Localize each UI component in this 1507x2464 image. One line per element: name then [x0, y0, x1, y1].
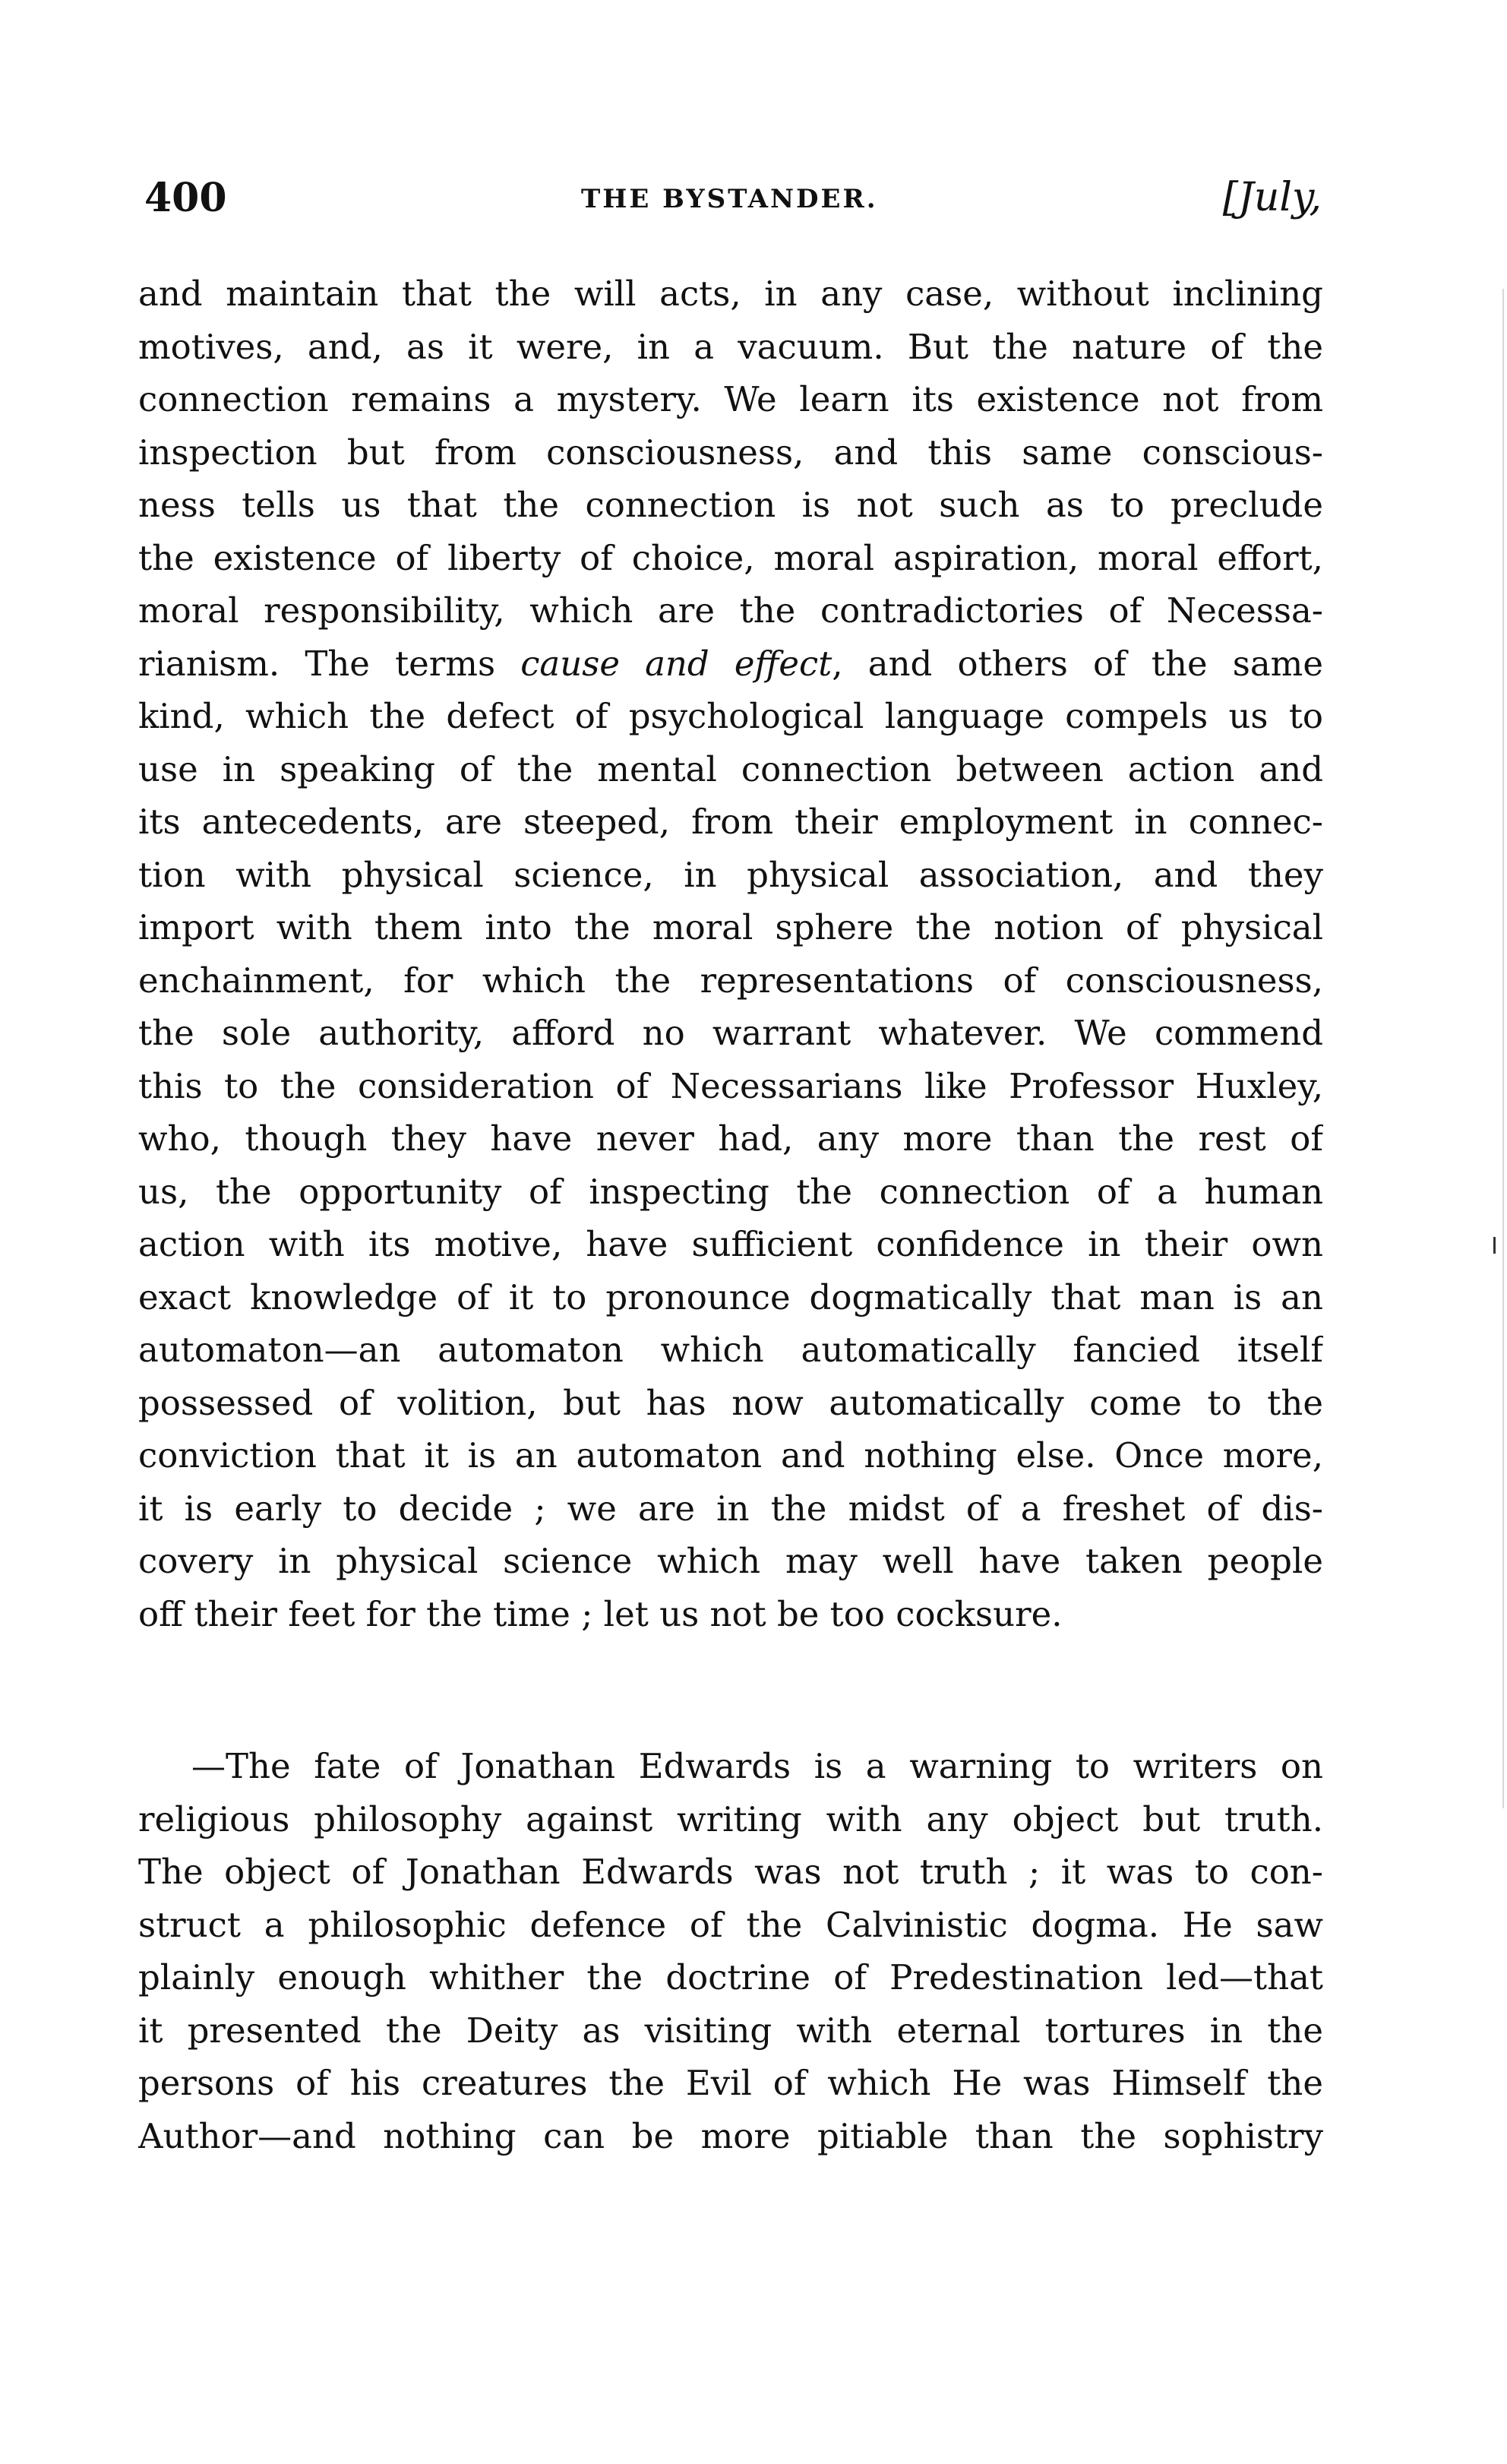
text-line: use in speaking of the mental connection between action and — [138, 748, 1323, 789]
text-line: covery in physical science which may well have taken people — [138, 1541, 1323, 1581]
text-line: exact knowledge of it to pronounce dogmatically that man is an — [138, 1276, 1323, 1317]
text-line: inspection but from consciousness, and this same conscious- — [138, 432, 1323, 473]
text-line: its antecedents, are steeped, from their employment in connec- — [138, 802, 1323, 842]
text-line: import with them into the moral sphere the notion of physical — [138, 907, 1323, 947]
text-line: kind, which the defect of psychological language compels us to — [138, 696, 1323, 736]
text-segment: , and others of the same — [832, 643, 1323, 684]
text-segment: rianism. The terms — [138, 643, 521, 684]
text-line: The object of Jonathan Edwards was not truth ; it was to con- — [138, 1852, 1323, 1892]
text-line: it is early to decide ; we are in the midst of a freshet of dis- — [138, 1488, 1323, 1529]
text-line: motives, and, as it were, in a vacuum. But the nature of the — [138, 326, 1323, 367]
text-line: us, the opportunity of inspecting the connection of a human — [138, 1171, 1323, 1212]
paragraph-jonathan-edwards — [138, 1740, 1323, 2162]
text-line: plainly enough whither the doctrine of Predestination led—that — [138, 1957, 1323, 1997]
text-line: it presented the Deity as visiting with eternal tortures in the — [138, 2010, 1323, 2051]
text-line: connection remains a mystery. We learn its existence not from — [138, 379, 1323, 419]
paragraph-necessarianism — [138, 267, 1323, 1640]
running-head-month: [July, — [1222, 175, 1322, 220]
text-line: this to the consideration of Necessarians like Professor Huxley, — [138, 1065, 1323, 1106]
page-number: 400 — [144, 175, 227, 221]
text-line: automaton—an automaton which automatically fancied itself — [138, 1330, 1323, 1370]
italic-phrase: cause and effect — [520, 643, 832, 684]
text-line: tion with physical science, in physical association, and they — [138, 854, 1323, 895]
text-line: action with its motive, have sufficient confidence in their own — [138, 1224, 1323, 1264]
text-line: —The fate of Jonathan Edwards is a warning to writers on — [191, 1746, 1323, 1786]
text-line: off their feet for the time ; let us not be too cocksure. — [138, 1593, 1063, 1634]
text-line: enchainment, for which the representations of consciousness, — [138, 960, 1323, 1001]
text-line: persons of his creatures the Evil of which He was Himself the — [138, 2063, 1323, 2103]
text-line: religious philosophy against writing with any object but truth. — [138, 1798, 1323, 1839]
text-line: conviction that it is an automaton and nothing else. Once more, — [138, 1435, 1323, 1476]
text-line: the existence of liberty of choice, moral aspiration, moral effort, — [138, 537, 1323, 578]
text-line: moral responsibility, which are the contradictories of Necessa- — [138, 590, 1323, 631]
text-line: struct a philosophic defence of the Calvinistic dogma. He saw — [138, 1904, 1323, 1945]
text-line: who, though they have never had, any more than the rest of — [138, 1118, 1323, 1159]
text-line: the sole authority, afford no warrant whatever. We commend — [138, 1013, 1323, 1053]
text-line: possessed of volition, but has now automatically come to the — [138, 1382, 1323, 1423]
page-edge-rule — [1502, 289, 1504, 1808]
page-edge-mark — [1493, 1237, 1496, 1254]
text-line: ness tells us that the connection is not such as to preclude — [138, 485, 1323, 525]
text-line: and maintain that the will acts, in any case, without inclining — [138, 274, 1323, 314]
text-line: Author—and nothing can be more pitiable than the sophistry — [138, 2115, 1323, 2156]
text-line-with-italic — [138, 637, 1323, 691]
journal-title: THE BYSTANDER. — [581, 184, 878, 214]
running-head — [144, 175, 1322, 236]
